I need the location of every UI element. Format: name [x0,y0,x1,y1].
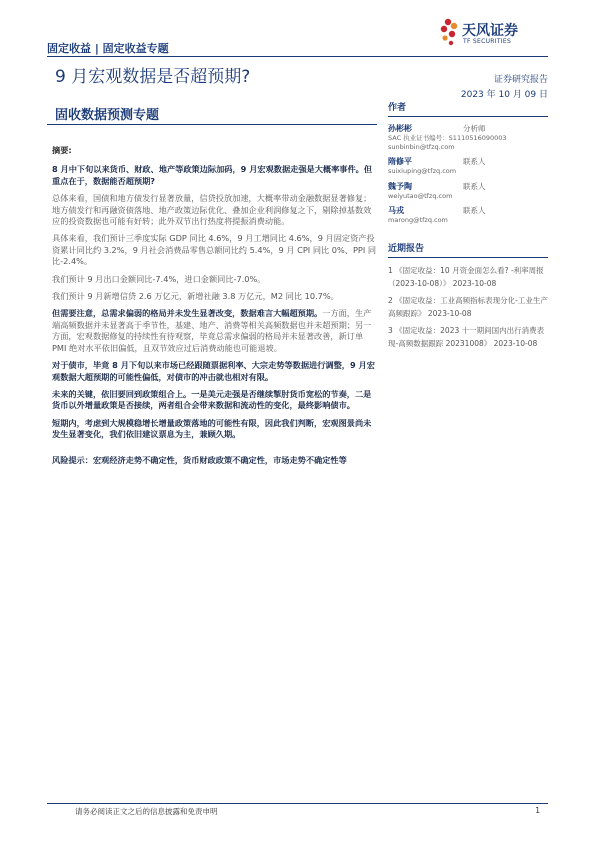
author-entry [388,205,548,225]
footer-disclaimer: 请务必阅读正文之后的信息披露和免责申明 [75,807,218,816]
page-title: 9 月宏观数据是否超预期? [55,67,251,87]
recent-reports [388,241,548,350]
report-date: 2023 年 10 月 09 日 [460,90,548,100]
author-email[interactable]: sunbinbin@tfzq.com [388,142,455,151]
author-entry [388,181,548,201]
author-email[interactable]: weiyutao@tfzq.com [388,191,453,200]
author-name: 孙彬彬 [388,124,412,133]
summary-p6-bold: 但需要注意，总需求偏弱的格局并未发生显著改变，数据难言大幅超预期。 [52,308,323,319]
reports-heading: 近期报告 [388,241,548,258]
summary-p1: 8 月中下旬以来货币、财政、地产等政策边际加码，9 月宏观数据走强是大概率事件。但重点在于，数据能否超预期? [52,164,373,186]
title-divider [47,56,548,57]
summary-label: 摘要: [52,145,72,155]
author-role: 联系人 [463,206,486,215]
footer-divider [47,803,548,804]
summary-p6-rest: 一方面，生产端高频数据并未显著高于季节性，基建、地产、消费等相关高频数据也并未超预期；另一方面，宏观数据修复的持续性有待观察，毕竟总需求偏弱的格局并未显著改善，新订单 PMI 绝对水平依旧偏低，且双节效应过后消费动能也可能退坡。 [52,308,372,353]
summary-p8: 未来的关键，依旧要回到政策组合上。一是美元走强是否继续掣肘货币宽松的节奏，二是货币以外增量政策是否接续，两者组合会带来数据和流动性的变化，最终影响债市。 [52,388,372,411]
author-email[interactable]: marong@tfzq.com [388,216,448,224]
author-entry [388,156,548,176]
author-role: 联系人 [463,181,486,191]
summary-p4: 我们预计 9 月出口金额同比-7.4%，进口金额同比-7.0%。 [52,273,266,284]
page-number: 1 [535,806,540,815]
authors-heading: 作者 [388,100,548,117]
page-subtitle: 固收数据预测专题 [55,108,160,123]
summary-p2: 总体来看，国债和地方债发行显著放量，信贷投放加速，大概率带动金融数据显著修复；地方债发行和再融资债落地、地产政策边际优化、叠加企业利润修复之下，剔除掉基数效应的投资数据也可能有好转；此外双节出行热度将提振消费动能。 [52,193,372,227]
author-entry [388,123,548,151]
author-role: 联系人 [463,157,486,166]
logo-flower-icon [441,19,457,45]
logo-subtext: TF SECURITIES [463,38,512,45]
report-link[interactable]: 3 《固定收益：2023 十一期间国内出行消费表现-高频数据跟踪 20231008》 2023-10-08 [388,325,545,348]
risk-warning: 风险提示：宏观经济走势不确定性，货币财政政策不确定性，市场走势不确定性等 [52,454,347,465]
logo-wordmark: 天风证券 [462,23,518,39]
author-name: 魏予陶 [388,181,412,191]
summary-p7: 对于债市，毕竟 8 月下旬以来市场已经跟随票据利率、大宗走势等数据进行调整，9 月宏观数据大超预期的可能性偏低，对债市的冲击就也相对有限。 [52,360,375,382]
report-link[interactable]: 2 《固定收益：工业高频指标表现分化-工业生产高频跟踪》 2023-10-08 [388,295,548,318]
report-type: 证券研究报告 [493,75,548,85]
summary-p5: 我们预计 9 月新增信贷 2.6 万亿元，新增社融 3.8 万亿元，M2 同比 10.7%。 [52,291,339,302]
author-cert: SAC 执业证书编号：S1110516090003 [388,134,507,142]
author-email[interactable]: suixiuping@tfzq.com [388,167,457,175]
summary-p6 [52,308,378,354]
summary-p3: 具体来看，我们预计三季度实际 GDP 同比 4.6%，9 月工增同比 4.6%，9 月固定资产投资累计同比约 3.2%，9 月社会消费品零售总额同比约 5.4%，9 月 CPI 同比 0%、PPI 同比-2.4%。 [52,233,377,267]
subtitle-divider [47,124,377,125]
author-name: 马戎 [388,206,404,215]
sidebar [388,100,548,354]
author-role: 分析师 [463,124,486,133]
report-link[interactable]: 1 《固定收益：10 月资金面怎么看? -利率周报（2023-10-08）》 2023-10-08 [388,265,544,288]
section-breadcrumb: 固定收益 | 固定收益专题 [47,42,169,55]
summary-body [52,145,378,472]
summary-p9: 短期内，考虑到大规模稳增长增量政策落地的可能性有限，因此我们判断，宏观图景尚未发生显著变化，我们依旧建议票息为主，兼顾久期。 [52,417,372,440]
author-name: 隋修平 [388,157,412,166]
